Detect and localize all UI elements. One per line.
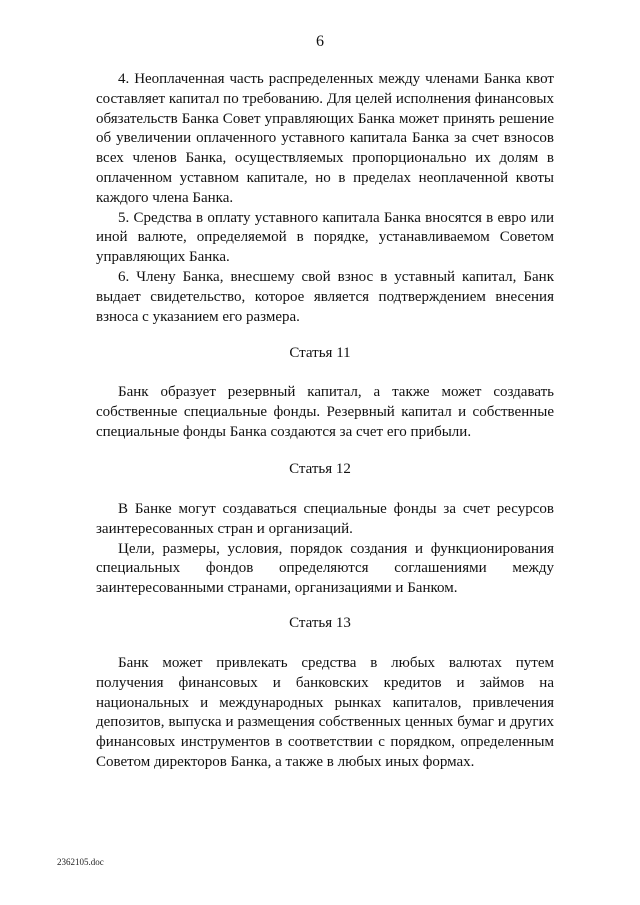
paragraph-5: 5. Средства в оплату уставного капитала Банка вносятся в евро или иной валюте, определяемой в порядке, устанавливаемом Советом управляющих Банка. [96, 209, 554, 266]
article-13-body [96, 654, 554, 773]
article-12-paragraph-1: В Банке могут создаваться специальные фонды за счет ресурсов заинтересованных стран и организаций. [96, 501, 554, 537]
article-12-body [96, 500, 554, 599]
page-number: 6 [316, 33, 324, 50]
article-11-heading: Статья 11 [289, 345, 351, 361]
paragraph-4: 4. Неоплаченная часть распределенных между членами Банка квот составляет капитал по требованию. Для целей исполнения финансовых обязательств Банка Совет управляющих Банка может принять решение об увеличении оплаченного уставного капитала Банка за счет взносов всех членов Банка, осуществляемых пропорционально их долям в оплаченном уставном капитале, но в пределах неоплаченной квоты каждого члена Банка. [96, 71, 554, 206]
article-13-paragraph: Банк может привлекать средства в любых валютах путем получения финансовых и банковских кредитов и займов на национальных и международных рынках капиталов, привлечения депозитов, выпуска и размещения собственных ценных бумаг и других финансовых инструментов в соответствии с порядком, определенным Советом директоров Банка, а также в любых иных формах. [96, 655, 554, 770]
article-11-body [96, 383, 554, 442]
article-12-paragraph-2: Цели, размеры, условия, порядок создания и функционирования специальных фондов определяются соглашениями между заинтересованными странами, организациями и Банком. [96, 540, 554, 597]
article-13-heading: Статья 13 [289, 615, 351, 631]
article-11-paragraph: Банк образует резервный капитал, а также может создавать собственные специальные фонды. Резервный капитал и собственные специальные фонды Банка создаются за счет его прибыли. [96, 384, 554, 440]
article-12-heading: Статья 12 [289, 461, 351, 477]
paragraph-6: 6. Члену Банка, внесшему свой взнос в уставный капитал, Банк выдает свидетельство, которое является подтверждением внесения взноса с указанием его размера. [96, 268, 554, 325]
article-10-continuation [96, 70, 554, 327]
document-file-code: 2362105.doc [57, 857, 104, 867]
